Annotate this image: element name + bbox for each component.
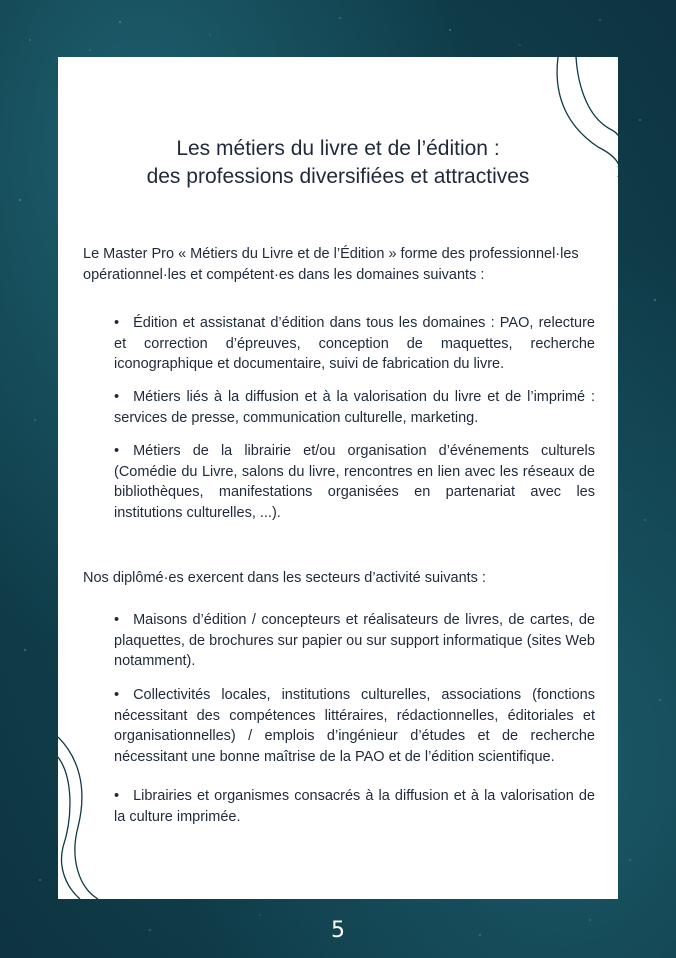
curve-bottom-left-1 [58,737,98,899]
bullet-icon: • [114,389,120,405]
domain-item-1 [114,313,595,375]
sector-item-text: Maisons d’édition / concepteurs et réalisateurs de livres, de cartes, de plaquettes, de brochures sur papier ou sur support informatique (sites Web notamment). [114,612,595,669]
domain-item-text: Métiers de la librairie et/ou organisation d’événements culturels (Comédie du Livre, salons du livre, rencontres en lien avec les réseaux de bibliothèques, manifestations organisées en partenariat avec les institutions culturelles, ...). [114,443,595,521]
sector-item-text: Librairies et organismes consacrés à la diffusion et à la valorisation de la culture imprimée. [114,788,595,825]
bullet-icon: • [114,687,120,703]
sectors-intro-paragraph: Nos diplômé·es exercent dans les secteurs d’activité suivants : [83,570,486,586]
domain-item-text: Édition et assistanat d’édition dans tous les domaines : PAO, relecture et correction d’épreuves, conception de maquettes, recherche iconographique et documentaire, suivi de fabrication du livre. [114,315,595,372]
bullet-icon: • [114,315,120,331]
title-line-1: Les métiers du livre et de l’édition : [176,137,500,160]
page-title [58,135,618,191]
bullet-icon: • [114,788,120,804]
bullet-icon: • [114,443,120,459]
sector-item-2 [114,685,595,767]
domain-item-3 [114,441,595,523]
content-page [58,57,618,899]
curve-bottom-left-2 [58,757,80,899]
page-number: 5 [331,918,345,943]
sector-item-1 [114,610,595,672]
sector-item-text: Collectivités locales, institutions culturelles, associations (fonctions nécessitant des compétences littéraires, rédactionnelles, éditoriales et organisationnelles) / emplois d’ingénieur d’études et de recherche nécessitant une bonne maîtrise de la PAO et de l’édition scientifique. [114,687,595,765]
bullet-icon: • [114,612,120,628]
domain-item-2 [114,387,595,428]
intro-paragraph: Le Master Pro « Métiers du Livre et de l’Édition » forme des professionnel·les opérationnel·les et compétent·es dans les domaines suivants : [83,246,579,283]
sector-item-3 [114,786,595,827]
domain-item-text: Métiers liés à la diffusion et à la valorisation du livre et de l’imprimé : services de presse, communication culturelle, marketing. [114,389,595,426]
title-line-2: des professions diversifiées et attractives [146,165,530,188]
